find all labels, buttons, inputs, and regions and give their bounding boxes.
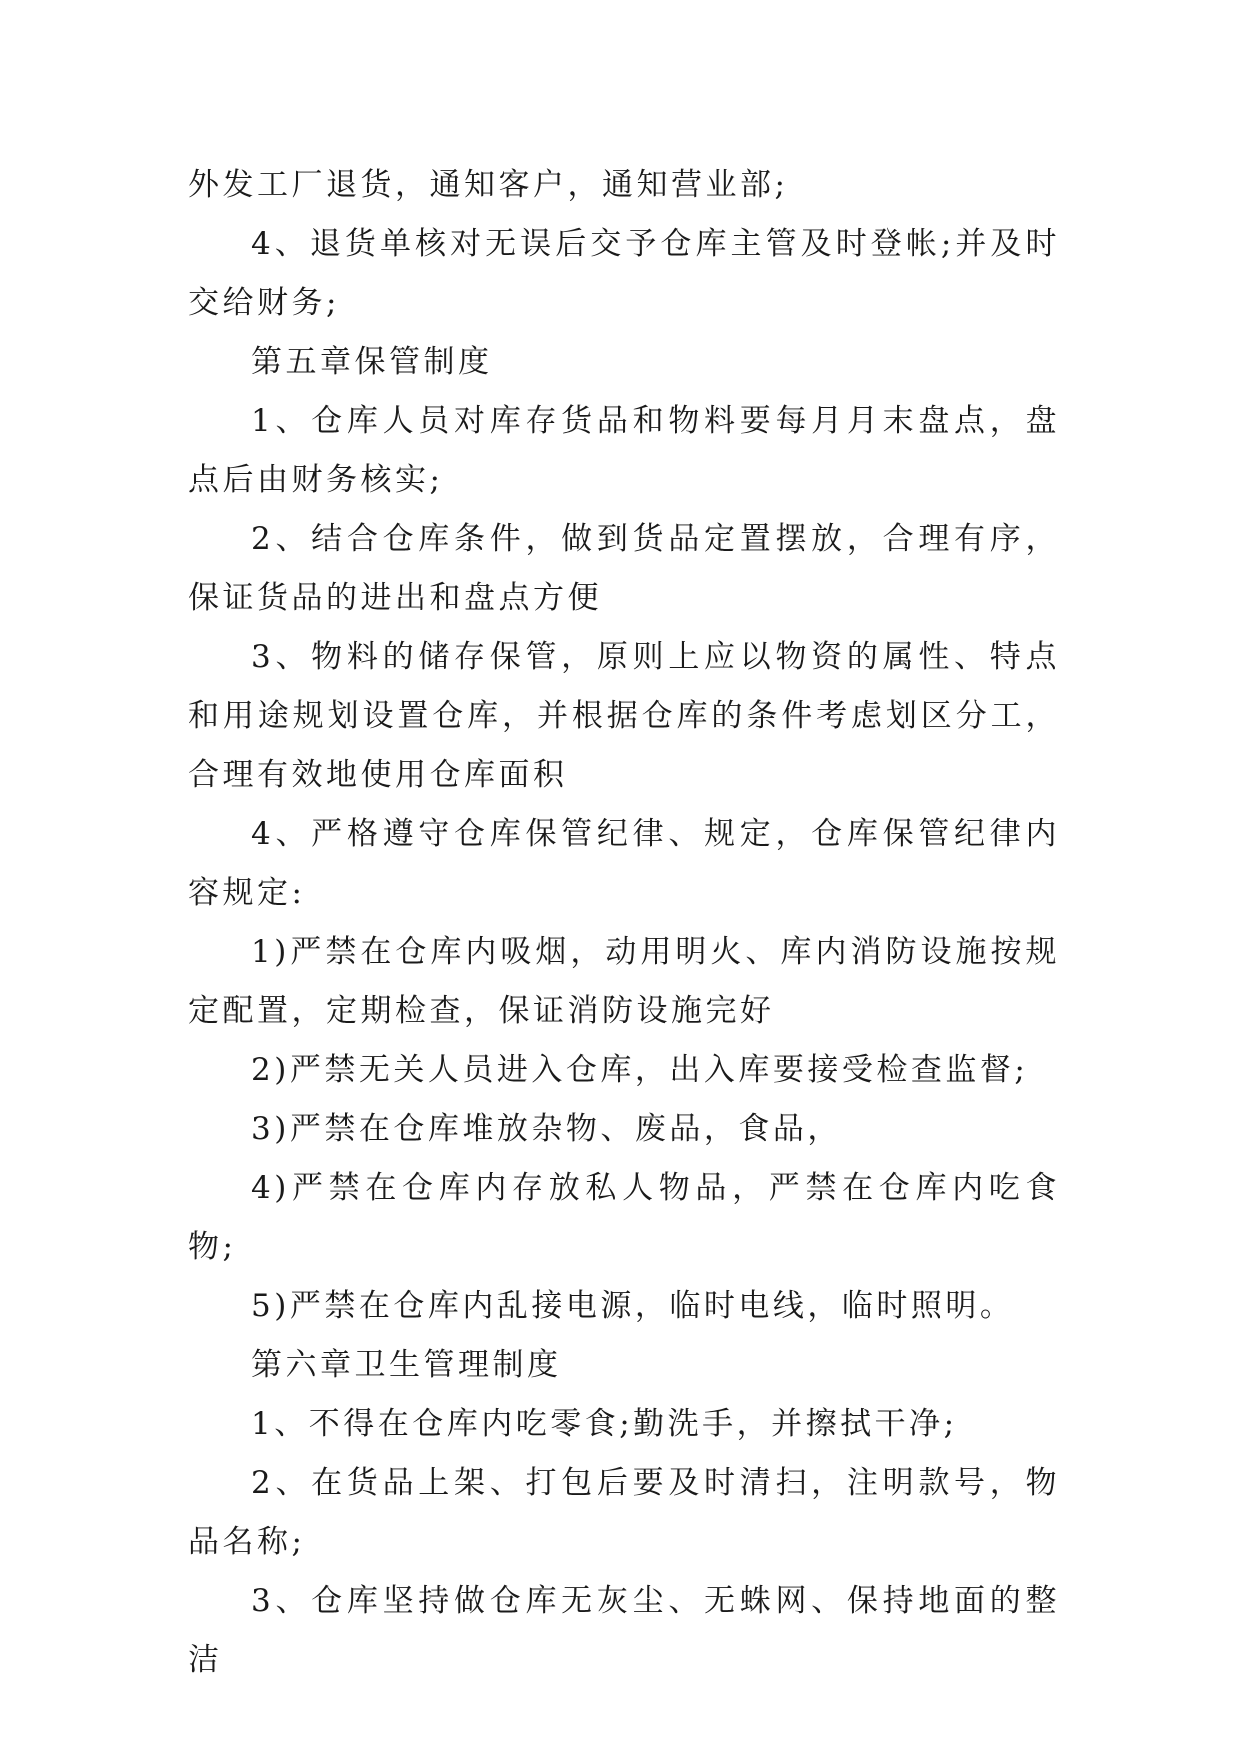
paragraph: 2、结合仓库条件，做到货品定置摆放，合理有序，保证货品的进出和盘点方便 [188,521,1060,616]
chapter-heading: 第五章保管制度 [251,344,493,380]
paragraph: 4)严禁在仓库内存放私人物品，严禁在仓库内吃食物; [188,1170,1060,1265]
paragraph: 3、物料的储存保管，原则上应以物资的属性、特点和用途规划设置仓库，并根据仓库的条件考虑划区分工，合理有效地使用仓库面积 [188,639,1060,793]
chapter-heading: 第六章卫生管理制度 [251,1347,562,1383]
paragraph: 1、仓库人员对库存货品和物料要每月月末盘点，盘点后由财务核实; [188,403,1060,498]
document-body [188,156,1060,1690]
paragraph: 4、严格遵守仓库保管纪律、规定，仓库保管纪律内容规定: [188,816,1060,911]
paragraph: 1、不得在仓库内吃零食;勤洗手，并擦拭干净; [251,1406,958,1442]
paragraph: 3、仓库坚持做仓库无灰尘、无蛛网、保持地面的整洁 [188,1583,1060,1678]
paragraph: 4、退货单核对无误后交予仓库主管及时登帐;并及时交给财务; [188,226,1060,321]
paragraph: 1)严禁在仓库内吸烟，动用明火、库内消防设施按规定配置，定期检查，保证消防设施完好 [188,934,1060,1029]
paragraph: 2)严禁无关人员进入仓库，出入库要接受检查监督; [251,1052,1029,1088]
paragraph: 2、在货品上架、打包后要及时清扫，注明款号，物品名称; [188,1465,1060,1560]
paragraph: 外发工厂退货，通知客户，通知营业部; [188,167,789,203]
paragraph: 5)严禁在仓库内乱接电源，临时电线，临时照明。 [251,1288,1015,1324]
paragraph: 3)严禁在仓库堆放杂物、废品，食品， [251,1111,842,1147]
